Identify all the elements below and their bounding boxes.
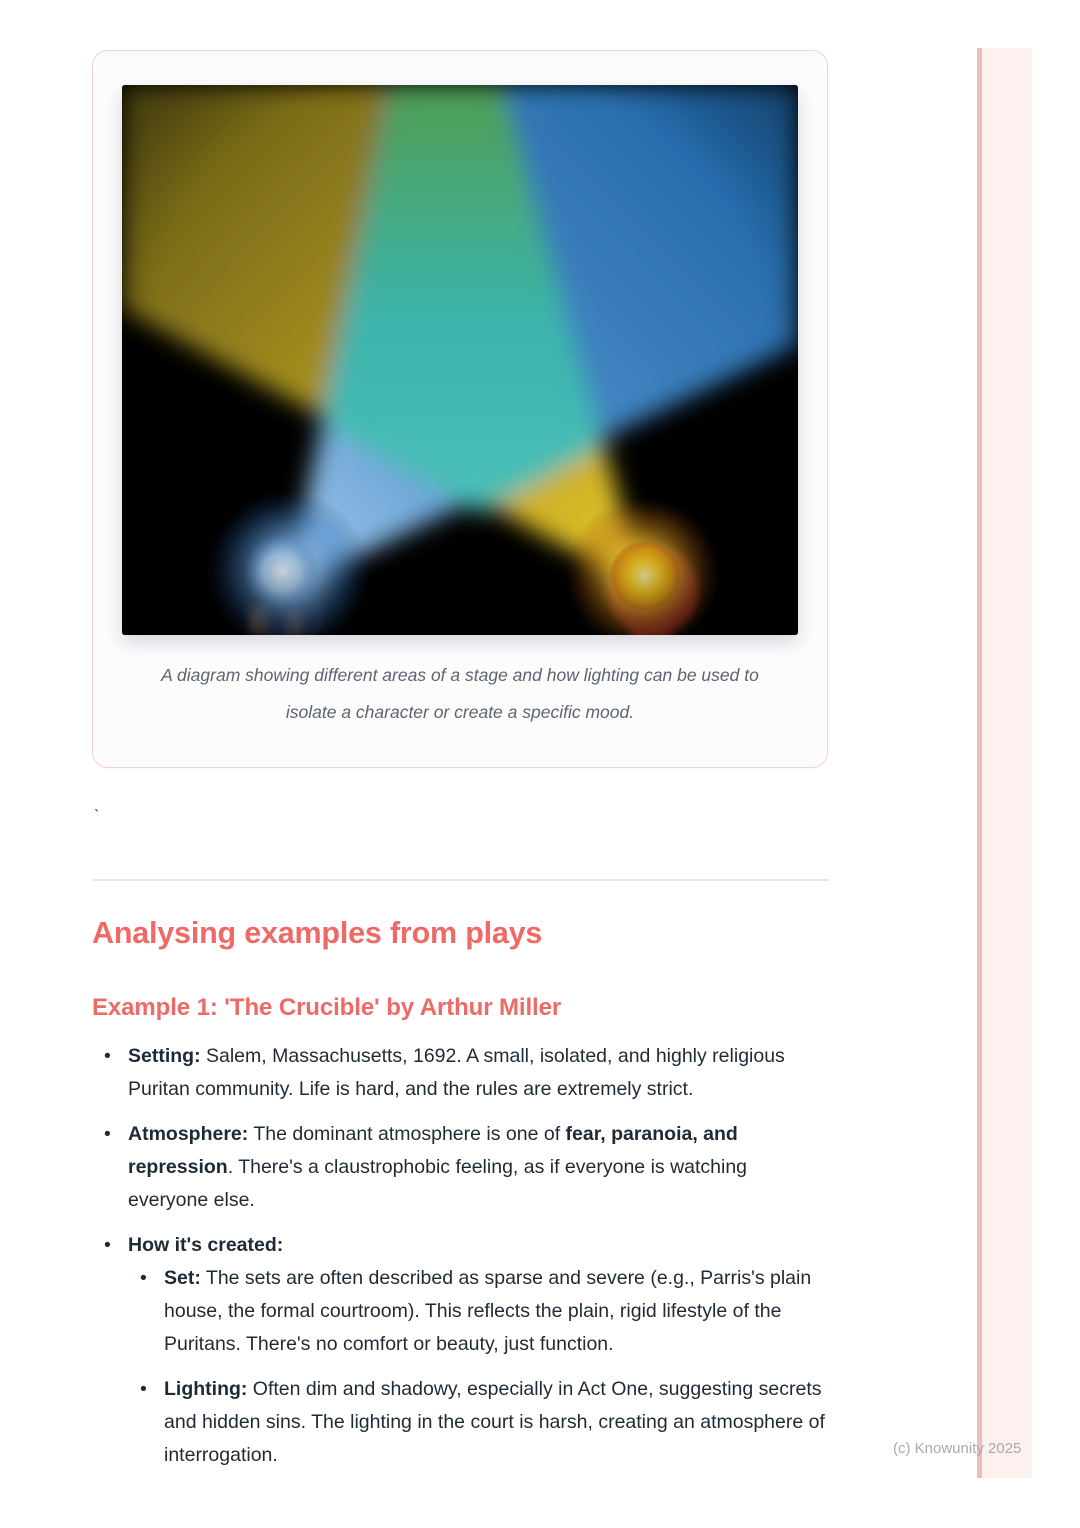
figure-image	[122, 85, 798, 635]
figure-caption: A diagram showing different areas of a stage and how lighting can be used to isolate a character or create a specific mood.	[161, 665, 759, 722]
list-item-atmosphere	[92, 1118, 829, 1217]
list-item-how-created	[92, 1229, 829, 1472]
list-item-text: Set: The sets are often described as sparse and severe (e.g., Parris's plain house, the formal courtroom). This reflects the plain, rigid lifestyle of the Puritans. There's no comfort or beauty, just function.	[164, 1267, 812, 1355]
list-item-setting	[92, 1040, 829, 1106]
photo-vignette	[122, 85, 798, 635]
list-item-text: Setting: Salem, Massachusetts, 1692. A small, isolated, and highly religious Puritan community. Life is hard, and the rules are extremely strict.	[128, 1045, 785, 1100]
section-divider	[92, 879, 829, 881]
bullet-list	[92, 1040, 829, 1472]
list-item-text: Lighting: Often dim and shadowy, especially in Act One, suggesting secrets and hidden sins. The lighting in the court is harsh, creating an atmosphere of interrogation.	[164, 1378, 825, 1466]
list-item-set	[128, 1262, 829, 1361]
list-item-text: How it's created:	[128, 1234, 284, 1256]
stage-lighting-photo	[122, 85, 798, 635]
figure-card	[92, 50, 828, 768]
list-item-text: Atmosphere: The dominant atmosphere is one of fear, paranoia, and repression. There's a claustrophobic feeling, as if everyone is watching everyone else.	[128, 1123, 748, 1211]
sub-bullet-list	[128, 1262, 829, 1472]
stray-backtick: `	[94, 808, 100, 825]
watermark: (c) Knowunity 2025	[893, 1440, 1022, 1457]
section-heading: Analysing examples from plays	[92, 916, 543, 950]
list-item-lighting	[128, 1373, 829, 1472]
example-subheading: Example 1: 'The Crucible' by Arthur Miller	[92, 994, 562, 1021]
right-accent-bar	[977, 48, 1032, 1478]
